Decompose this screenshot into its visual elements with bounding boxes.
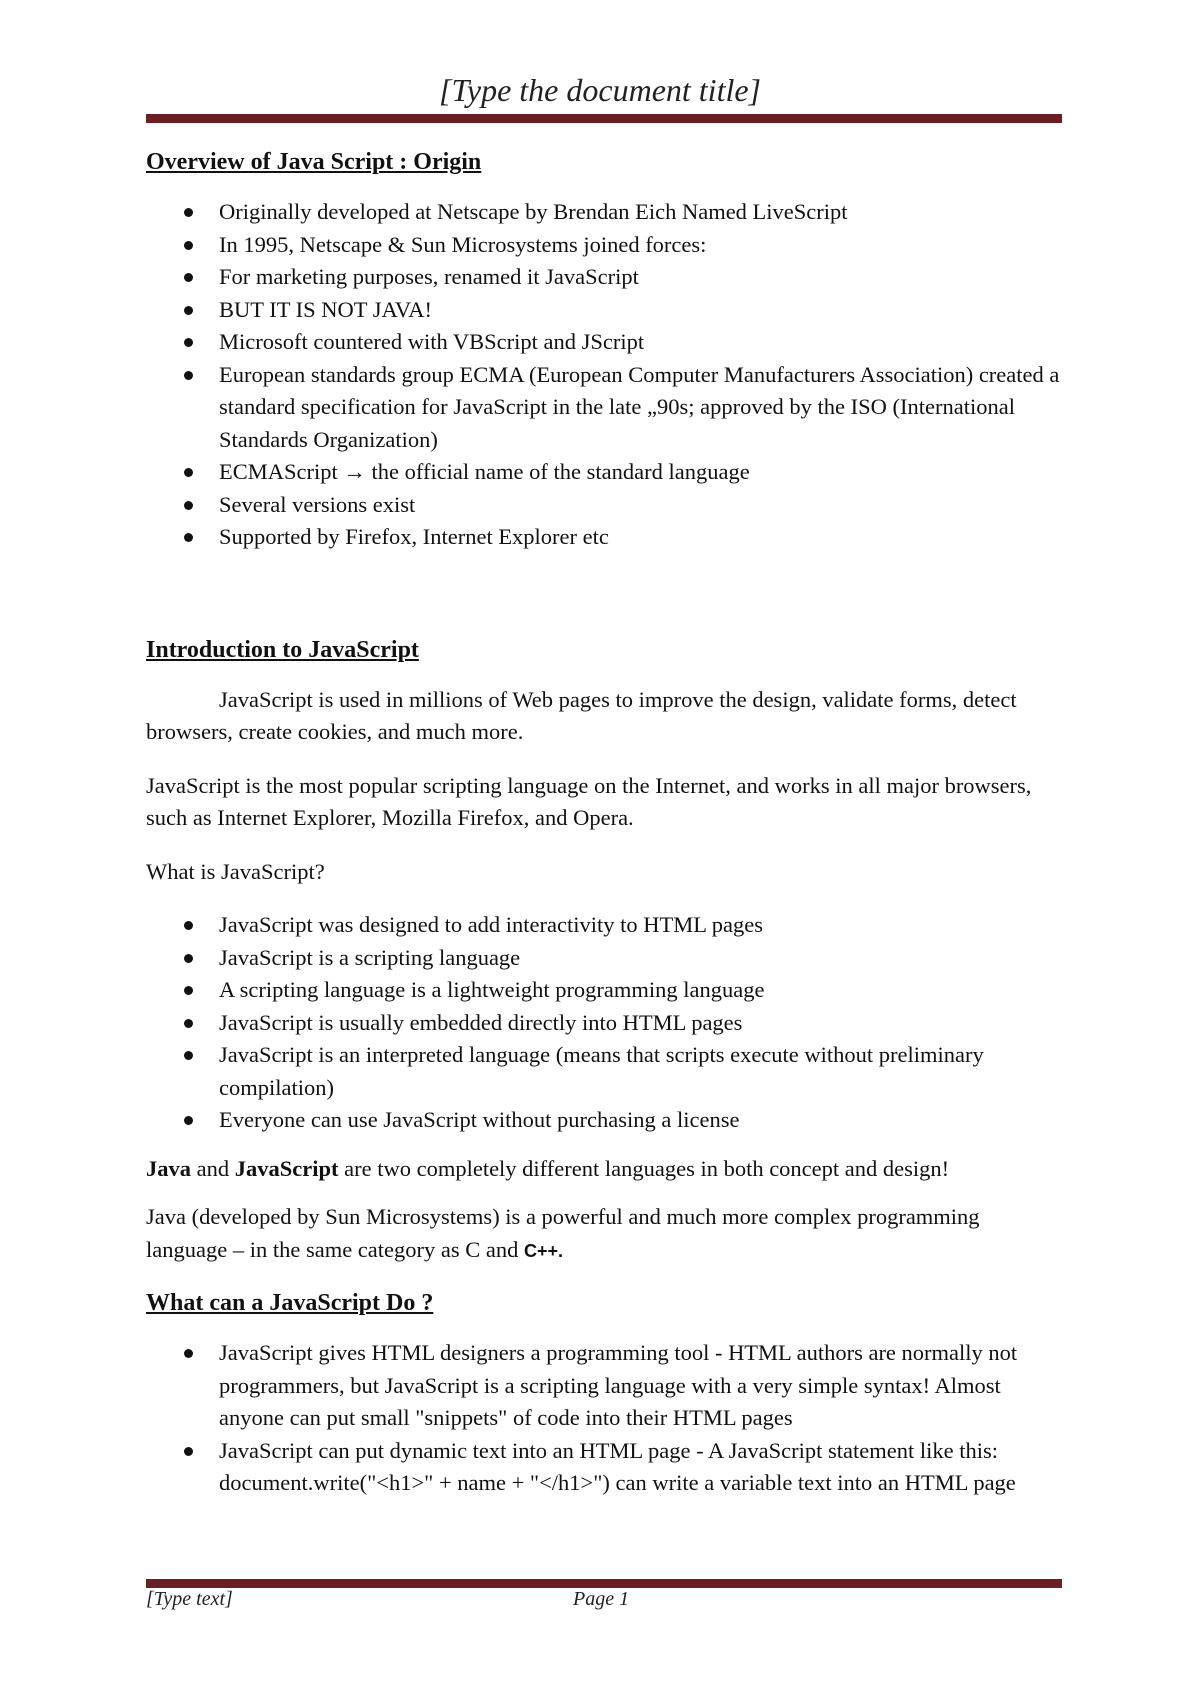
java-description-text: Java (developed by Sun Microsystems) is a powerful and much more complex programming language – in the same category as C and bbox=[146, 1204, 980, 1262]
list-item: JavaScript was designed to add interactivity to HTML pages bbox=[146, 909, 1062, 942]
java-description-paragraph bbox=[146, 1201, 1062, 1267]
list-item: For marketing purposes, renamed it JavaScript bbox=[146, 261, 1062, 294]
section-heading-what-can-do: What can a JavaScript Do ? bbox=[146, 1290, 434, 1316]
what-is-bullet-list bbox=[146, 909, 1062, 1137]
popularity-paragraph: JavaScript is the most popular scripting language on the Internet, and works in all major browsers, such as Internet Explorer, Mozilla Firefox, and Opera. bbox=[146, 772, 1032, 830]
list-item: European standards group ECMA (European Computer Manufacturers Association) created a standard specification for JavaScript in the late „90s; approved by the ISO (International Standards Organization) bbox=[146, 359, 1062, 457]
document-title: [Type the document title] bbox=[439, 72, 761, 108]
list-item: ECMAScript → the official name of the standard language bbox=[146, 456, 1062, 489]
list-item: Several versions exist bbox=[146, 489, 1062, 522]
list-item: BUT IT IS NOT JAVA! bbox=[146, 294, 1062, 327]
list-item: JavaScript is an interpreted language (means that scripts execute without preliminary compilation) bbox=[146, 1039, 1062, 1104]
origin-bullet-list bbox=[146, 196, 1062, 554]
list-item: Originally developed at Netscape by Brendan Eich Named LiveScript bbox=[146, 196, 1062, 229]
and-word: and bbox=[196, 1155, 230, 1181]
list-item: Everyone can use JavaScript without purchasing a license bbox=[146, 1104, 1062, 1137]
cpp-term: C++. bbox=[524, 1240, 564, 1261]
section-heading-introduction: Introduction to JavaScript bbox=[146, 636, 419, 663]
list-item: Microsoft countered with VBScript and JScript bbox=[146, 326, 1062, 359]
list-item: JavaScript can put dynamic text into an HTML page - A JavaScript statement like this: document.write("<h1>" + name + "</h1>") can write a variable text into an HTML page bbox=[146, 1435, 1062, 1500]
what-is-question: What is JavaScript? bbox=[146, 858, 325, 884]
list-item: JavaScript is usually embedded directly into HTML pages bbox=[146, 1007, 1062, 1040]
list-item: A scripting language is a lightweight programming language bbox=[146, 974, 1062, 1007]
section-heading-origin: Overview of Java Script : Origin bbox=[146, 149, 482, 175]
list-item: JavaScript gives HTML designers a programming tool - HTML authors are normally not programmers, but JavaScript is a scripting language with a very simple syntax! Almost anyone can put small "snippets" of code into their HTML pages bbox=[146, 1337, 1062, 1435]
intro-paragraph: JavaScript is used in millions of Web pages to improve the design, validate forms, detect browsers, create cookies, and much more. bbox=[146, 686, 1017, 744]
footer-text: [Type text] bbox=[146, 1588, 233, 1610]
comparison-text: are two completely different languages in both concept and design! bbox=[344, 1155, 950, 1181]
java-term: Java bbox=[146, 1155, 191, 1181]
list-item: In 1995, Netscape & Sun Microsystems joined forces: bbox=[146, 229, 1062, 262]
header-divider bbox=[146, 114, 1062, 123]
list-item: JavaScript is a scripting language bbox=[146, 942, 1062, 975]
document-body bbox=[146, 144, 1062, 1500]
page-number: Page 1 bbox=[573, 1588, 630, 1610]
capabilities-bullet-list bbox=[146, 1337, 1062, 1500]
footer-divider bbox=[146, 1579, 1062, 1588]
list-item: Supported by Firefox, Internet Explorer etc bbox=[146, 521, 1062, 554]
javascript-term: JavaScript bbox=[234, 1155, 339, 1181]
java-vs-javascript-paragraph bbox=[146, 1153, 1062, 1186]
